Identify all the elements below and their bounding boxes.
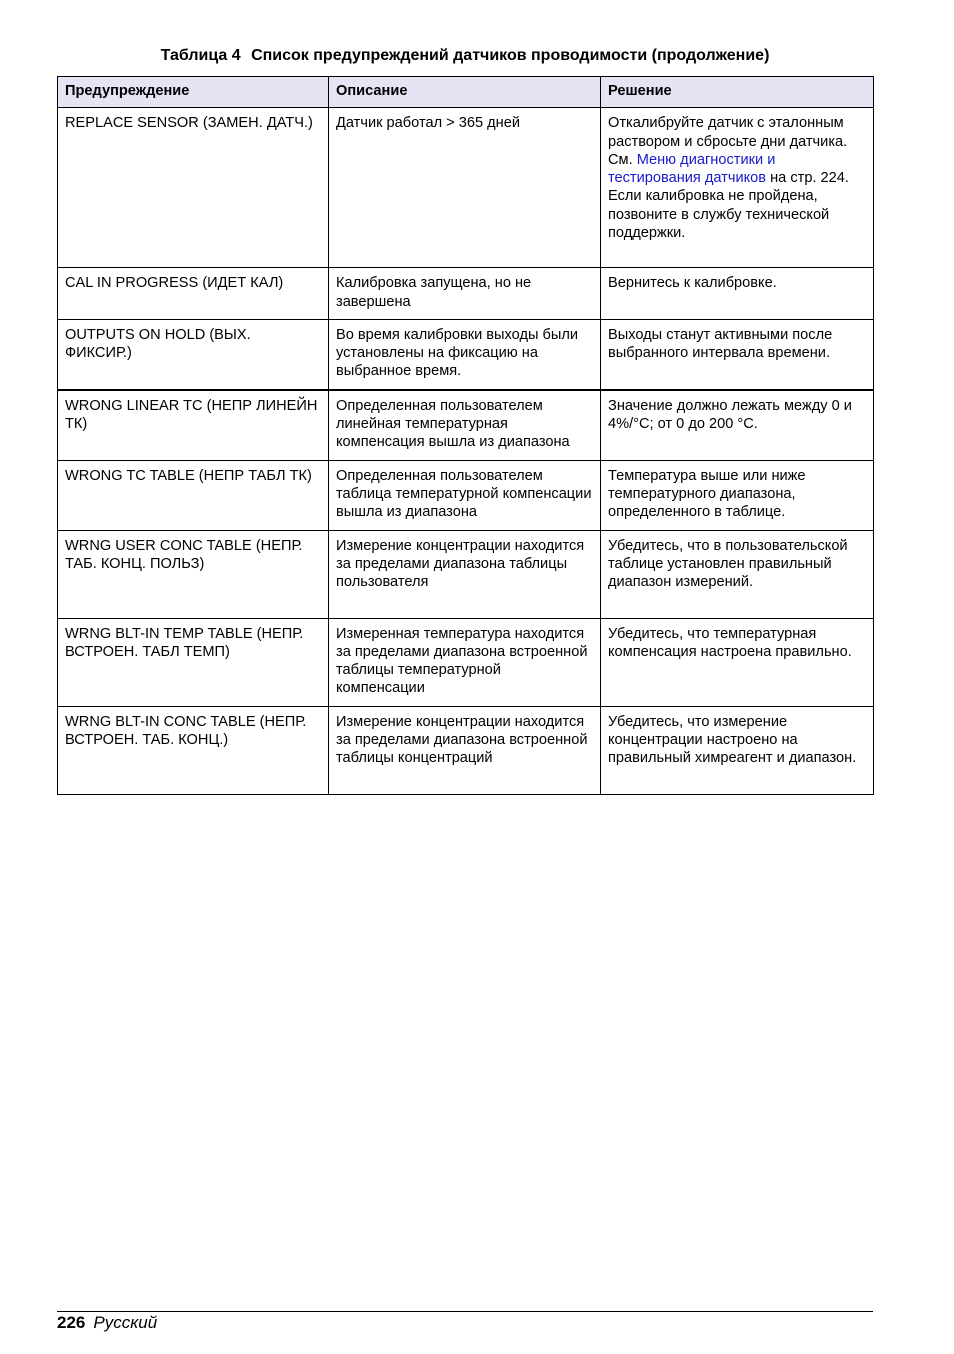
description-cell: Датчик работал > 365 дней xyxy=(329,108,601,268)
description-cell: Определенная пользователем таблица температурной компенсации вышла из диапазона xyxy=(329,460,601,530)
warning-cell: CAL IN PROGRESS (ИДЕТ КАЛ) xyxy=(58,268,329,320)
description-cell: Измерение концентрации находится за пределами диапазона таблицы пользователя xyxy=(329,530,601,618)
header-description: Описание xyxy=(329,77,601,108)
warning-cell: OUTPUTS ON HOLD (ВЫХ. ФИКСИР.) xyxy=(58,319,329,389)
table-row xyxy=(58,706,874,794)
warning-cell: WRONG LINEAR TC (НЕПР ЛИНЕЙН ТК) xyxy=(58,390,329,460)
warning-cell: WRNG USER CONC TABLE (НЕПР. ТАБ. КОНЦ. ПОЛЬЗ) xyxy=(58,530,329,618)
solution-cell: Температура выше или ниже температурного диапазона, определенного в таблице. xyxy=(601,460,874,530)
table-row xyxy=(58,530,874,618)
warnings-table xyxy=(57,76,874,795)
description-cell: Измеренная температура находится за пределами диапазона встроенной таблицы температурной компенсации xyxy=(329,618,601,706)
solution-cell: Значение должно лежать между 0 и 4%/°C; от 0 до 200 °C. xyxy=(601,390,874,460)
warning-cell: WRNG BLT-IN CONC TABLE (НЕПР. ВСТРОЕН. ТАБ. КОНЦ.) xyxy=(58,706,329,794)
table-row xyxy=(58,390,874,460)
header-solution: Решение xyxy=(601,77,874,108)
table-row xyxy=(58,108,874,268)
solution-cell: Убедитесь, что в пользовательской таблице установлен правильный диапазон измерений. xyxy=(601,530,874,618)
solution-cell: Убедитесь, что температурная компенсация настроена правильно. xyxy=(601,618,874,706)
table-row xyxy=(58,319,874,389)
description-cell: Определенная пользователем линейная температурная компенсация вышла из диапазона xyxy=(329,390,601,460)
table-title xyxy=(57,45,873,67)
table-row xyxy=(58,268,874,320)
solution-cell: Вернитесь к калибровке. xyxy=(601,268,874,320)
table-header-row xyxy=(58,77,874,108)
table-row xyxy=(58,618,874,706)
warning-cell: WRNG BLT-IN TEMP TABLE (НЕПР. ВСТРОЕН. ТАБЛ ТЕМП) xyxy=(58,618,329,706)
solution-text: на стр. 224. Если калибровка не пройдена, позвоните в службу технической поддержки. xyxy=(608,170,849,242)
table-title-text: Список предупреждений датчиков проводимости (продолжение) xyxy=(251,47,770,64)
table-title-prefix: Таблица 4 xyxy=(160,47,241,64)
solution-cell: Выходы станут активными после выбранного интервала времени. xyxy=(601,319,874,389)
description-cell: Измерение концентрации находится за пределами диапазона встроенной таблицы концентраций xyxy=(329,706,601,794)
page-footer xyxy=(57,1312,157,1334)
page-number: 226 xyxy=(57,1313,86,1332)
description-cell: Во время калибровки выходы были установлены на фиксацию на выбранное время. xyxy=(329,319,601,389)
table-row xyxy=(58,460,874,530)
diagnostics-menu-link[interactable]: Меню диагностики и тестирования датчиков xyxy=(608,151,776,187)
solution-cell xyxy=(601,108,874,268)
warning-cell: REPLACE SENSOR (ЗАМЕН. ДАТЧ.) xyxy=(58,108,329,268)
footer-language: Русский xyxy=(93,1313,158,1332)
solution-text: Откалибруйте датчик с эталонным раствором и сбросьте дни датчика. См. xyxy=(608,115,848,168)
solution-cell: Убедитесь, что измерение концентрации настроено на правильный химреагент и диапазон. xyxy=(601,706,874,794)
description-cell: Калибровка запущена, но не завершена xyxy=(329,268,601,320)
header-warning: Предупреждение xyxy=(58,77,329,108)
warning-cell: WRONG TC TABLE (НЕПР ТАБЛ ТК) xyxy=(58,460,329,530)
footer-divider xyxy=(57,1311,873,1312)
